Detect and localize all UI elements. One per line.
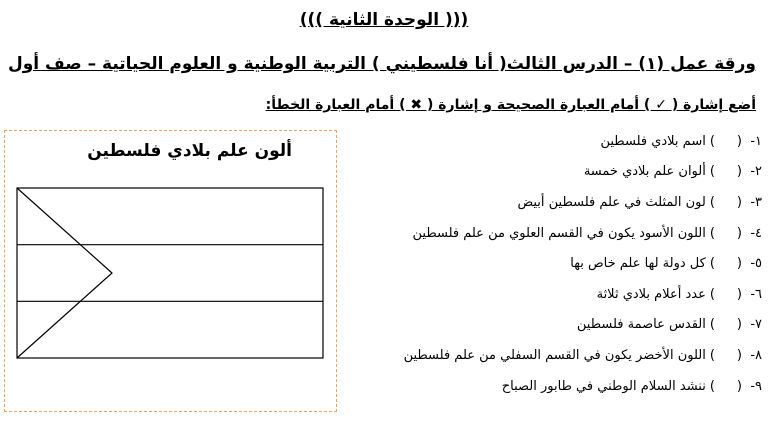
statement-number: ٥- <box>750 256 762 272</box>
statement-text: لون المثلث في علم فلسطين أبيض <box>517 194 706 210</box>
statement-text: اسم بلادي فلسطين <box>600 133 706 149</box>
statement-item <box>342 157 762 188</box>
answer-paren-open: ( <box>736 378 742 394</box>
statement-item <box>342 248 762 279</box>
statement-number: ٣- <box>750 194 762 210</box>
answer-paren-close: ) <box>709 317 715 333</box>
statement-item <box>342 218 762 249</box>
answer-paren-open: ( <box>736 317 742 333</box>
statement-item <box>342 340 762 371</box>
statement-text: القدس عاصمة فلسطين <box>576 317 706 333</box>
answer-paren-open: ( <box>736 194 742 210</box>
statement-text: كل دولة لها علم خاص بها <box>570 256 706 272</box>
answer-paren-open: ( <box>736 164 742 180</box>
statement-list <box>342 126 762 401</box>
worksheet-title: ورقة عمل (١) – الدرس الثالث( أنا فلسطيني ) التربية الوطنية و العلوم الحياتية – صف أول <box>7 54 756 74</box>
answer-paren-close: ) <box>709 194 715 210</box>
statement-text: اللون الأخضر يكون في القسم السفلي من علم فلسطين <box>403 347 706 363</box>
answer-paren-close: ) <box>709 133 715 149</box>
answer-paren-open: ( <box>736 347 742 363</box>
answer-paren-close: ) <box>709 256 715 272</box>
unit-title: ((( الوحدة الثانية ))) <box>299 10 469 30</box>
answer-paren-open: ( <box>736 256 742 272</box>
statement-item <box>342 187 762 218</box>
statement-text: ننشد السلام الوطني في طابور الصباح <box>501 378 706 394</box>
answer-paren-open: ( <box>736 286 742 302</box>
answer-paren-close: ) <box>709 378 715 394</box>
answer-paren-open: ( <box>736 225 742 241</box>
statement-number: ٩- <box>750 378 762 394</box>
statement-number: ٨- <box>750 347 762 363</box>
flag-box-title: ألون علم بلادي فلسطين <box>87 141 292 161</box>
flag-coloring-box <box>4 130 337 412</box>
answer-paren-open: ( <box>736 133 742 149</box>
statement-number: ٧- <box>750 317 762 333</box>
statement-item <box>342 126 762 157</box>
statement-number: ٦- <box>750 286 762 302</box>
answer-paren-close: ) <box>709 347 715 363</box>
flag-triangle <box>17 188 112 358</box>
statement-number: ٢- <box>750 164 762 180</box>
instructions: أضع إشارة ( ✓ ) أمام العبارة الصحيحة و إشارة ( ✖ ) أمام العبارة الخطأ: <box>265 97 756 113</box>
statement-text: اللون الأسود يكون في القسم العلوي من علم فلسطين <box>412 225 706 241</box>
flag-border <box>17 188 323 358</box>
statement-item <box>342 371 762 402</box>
statement-item <box>342 279 762 310</box>
statement-text: عدد أعلام بلادي ثلاثة <box>596 286 706 302</box>
statement-number: ٤- <box>750 225 762 241</box>
statement-text: ألوان علم بلادي خمسة <box>583 164 706 180</box>
statement-item <box>342 310 762 341</box>
statement-number: ١- <box>750 133 762 149</box>
answer-paren-close: ) <box>709 164 715 180</box>
answer-paren-close: ) <box>709 286 715 302</box>
palestine-flag-outline[interactable] <box>5 131 338 413</box>
answer-paren-close: ) <box>709 225 715 241</box>
